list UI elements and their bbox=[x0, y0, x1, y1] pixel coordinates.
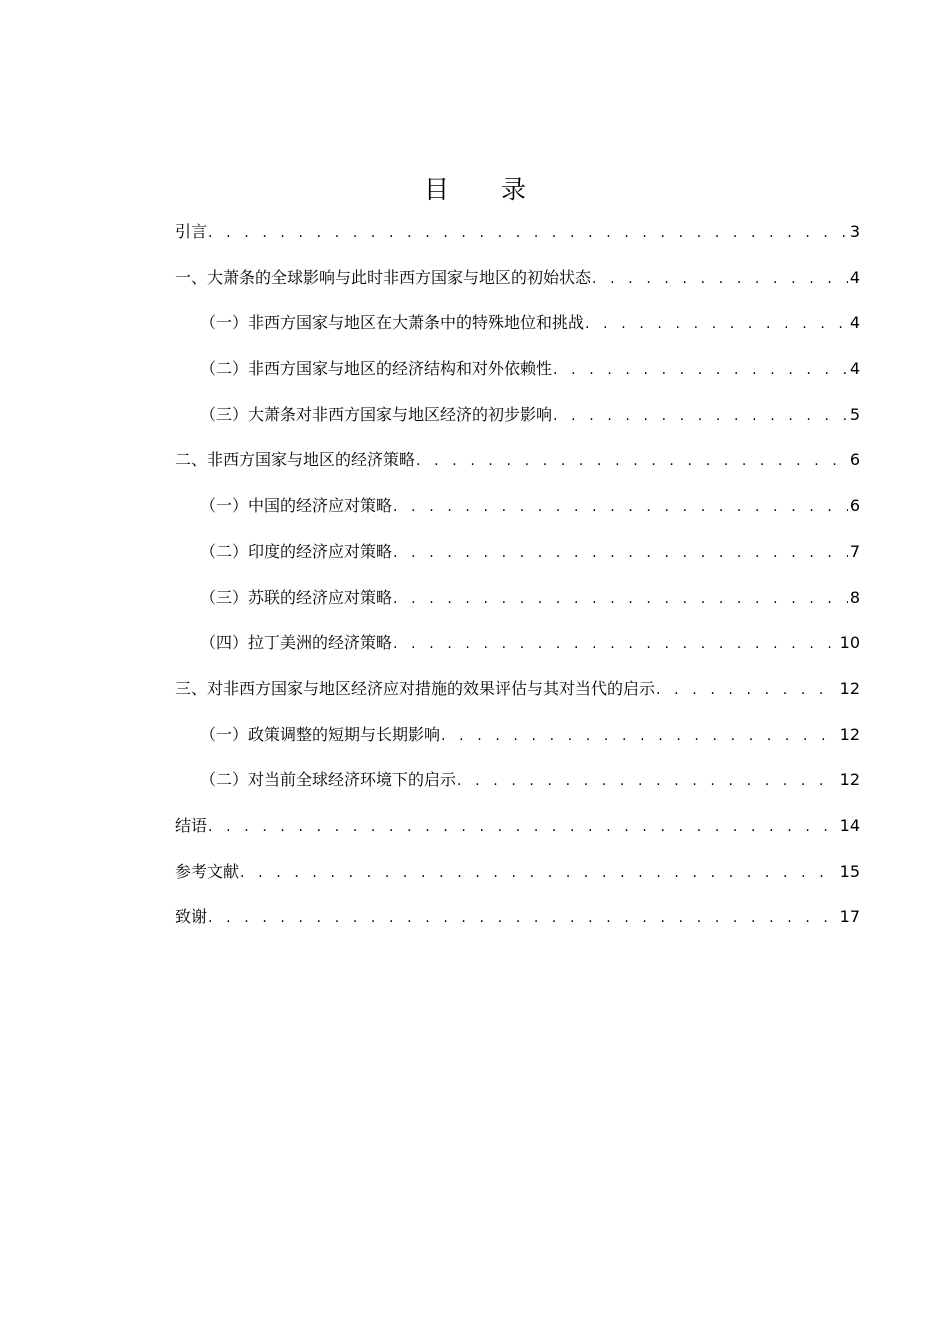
toc-entry-page-number: 15 bbox=[839, 861, 860, 881]
toc-entry-label: 结语 bbox=[175, 815, 208, 835]
toc-entry-chapter-3[interactable] bbox=[175, 675, 860, 721]
toc-entry-conclusion[interactable] bbox=[175, 812, 860, 858]
toc-dot-leader bbox=[656, 676, 838, 704]
toc-dot-leader bbox=[240, 859, 838, 887]
toc-entry-label: 三、对非西方国家与地区经济应对措施的效果评估与其对当代的启示 bbox=[175, 678, 656, 698]
toc-dot-leader bbox=[592, 265, 848, 293]
toc-dot-leader bbox=[553, 356, 848, 384]
toc-dot-leader bbox=[393, 585, 848, 613]
toc-entry-page-number: 8 bbox=[849, 587, 860, 607]
toc-dot-leader bbox=[441, 722, 838, 750]
toc-entry-label: （一）中国的经济应对策略 bbox=[200, 496, 393, 516]
toc-title: 目 录 bbox=[424, 175, 548, 204]
toc-entry-label: （二）印度的经济应对策略 bbox=[200, 541, 393, 561]
toc-entry-section-1-2[interactable] bbox=[175, 355, 860, 401]
toc-entry-section-1-1[interactable] bbox=[175, 309, 860, 355]
toc-dot-leader bbox=[457, 767, 838, 795]
toc-entry-label: 引言 bbox=[175, 222, 208, 241]
toc-entry-page-number: 4 bbox=[849, 313, 860, 333]
toc-entry-label: （二）非西方国家与地区的经济结构和对外依赖性 bbox=[200, 359, 553, 379]
toc-entry-page-number: 4 bbox=[849, 359, 860, 379]
toc-entry-label: 致谢 bbox=[175, 907, 208, 927]
toc-dot-leader bbox=[393, 630, 838, 658]
toc-entry-label: （四）拉丁美洲的经济策略 bbox=[200, 633, 393, 653]
toc-dot-leader bbox=[553, 402, 848, 430]
toc-entry-label: （三）苏联的经济应对策略 bbox=[200, 587, 393, 607]
toc-entry-label: （二）对当前全球经济环境下的启示 bbox=[200, 770, 457, 790]
toc-entry-section-2-4[interactable] bbox=[175, 629, 860, 675]
toc-entry-section-2-2[interactable] bbox=[175, 538, 860, 584]
toc-entry-page-number: 17 bbox=[839, 907, 860, 927]
toc-entry-references[interactable] bbox=[175, 858, 860, 904]
toc-entry-page-number: 12 bbox=[839, 724, 860, 744]
toc-entry-section-3-1[interactable] bbox=[175, 721, 860, 767]
table-of-contents bbox=[175, 218, 860, 949]
toc-entry-section-2-1[interactable] bbox=[175, 492, 860, 538]
toc-entry-section-1-3[interactable] bbox=[175, 401, 860, 447]
toc-entry-label: 二、非西方国家与地区的经济策略 bbox=[175, 450, 416, 470]
toc-entry-page-number: 7 bbox=[849, 541, 860, 561]
toc-entry-page-number: 12 bbox=[839, 678, 860, 698]
toc-entry-page-number: 10 bbox=[839, 633, 860, 653]
toc-entry-section-3-2[interactable] bbox=[175, 766, 860, 812]
toc-entry-page-number: 6 bbox=[849, 450, 860, 470]
toc-dot-leader bbox=[393, 493, 848, 521]
toc-entry-page-number: 14 bbox=[839, 815, 860, 835]
toc-entry-acknowledgements[interactable] bbox=[175, 903, 860, 949]
toc-entry-label: 参考文献 bbox=[175, 861, 240, 881]
toc-entry-introduction[interactable] bbox=[175, 218, 860, 264]
toc-dot-leader bbox=[393, 539, 848, 567]
toc-entry-label: （一）政策调整的短期与长期影响 bbox=[200, 724, 441, 744]
toc-entry-label: 一、大萧条的全球影响与此时非西方国家与地区的初始状态 bbox=[175, 267, 592, 287]
toc-dot-leader bbox=[585, 310, 848, 338]
toc-entry-label: （三）大萧条对非西方国家与地区经济的初步影响 bbox=[200, 404, 553, 424]
toc-entry-page-number: 6 bbox=[849, 496, 860, 516]
toc-entry-chapter-1[interactable] bbox=[175, 264, 860, 310]
toc-entry-chapter-2[interactable] bbox=[175, 446, 860, 492]
toc-entry-page-number: 4 bbox=[849, 267, 860, 287]
toc-entry-page-number: 3 bbox=[849, 222, 860, 241]
toc-entry-page-number: 12 bbox=[839, 770, 860, 790]
toc-dot-leader bbox=[208, 219, 848, 247]
toc-entry-page-number: 5 bbox=[849, 404, 860, 424]
toc-dot-leader bbox=[208, 904, 838, 932]
toc-entry-label: （一）非西方国家与地区在大萧条中的特殊地位和挑战 bbox=[200, 313, 585, 333]
toc-entry-section-2-3[interactable] bbox=[175, 584, 860, 630]
toc-dot-leader bbox=[416, 447, 848, 475]
toc-dot-leader bbox=[208, 813, 838, 841]
